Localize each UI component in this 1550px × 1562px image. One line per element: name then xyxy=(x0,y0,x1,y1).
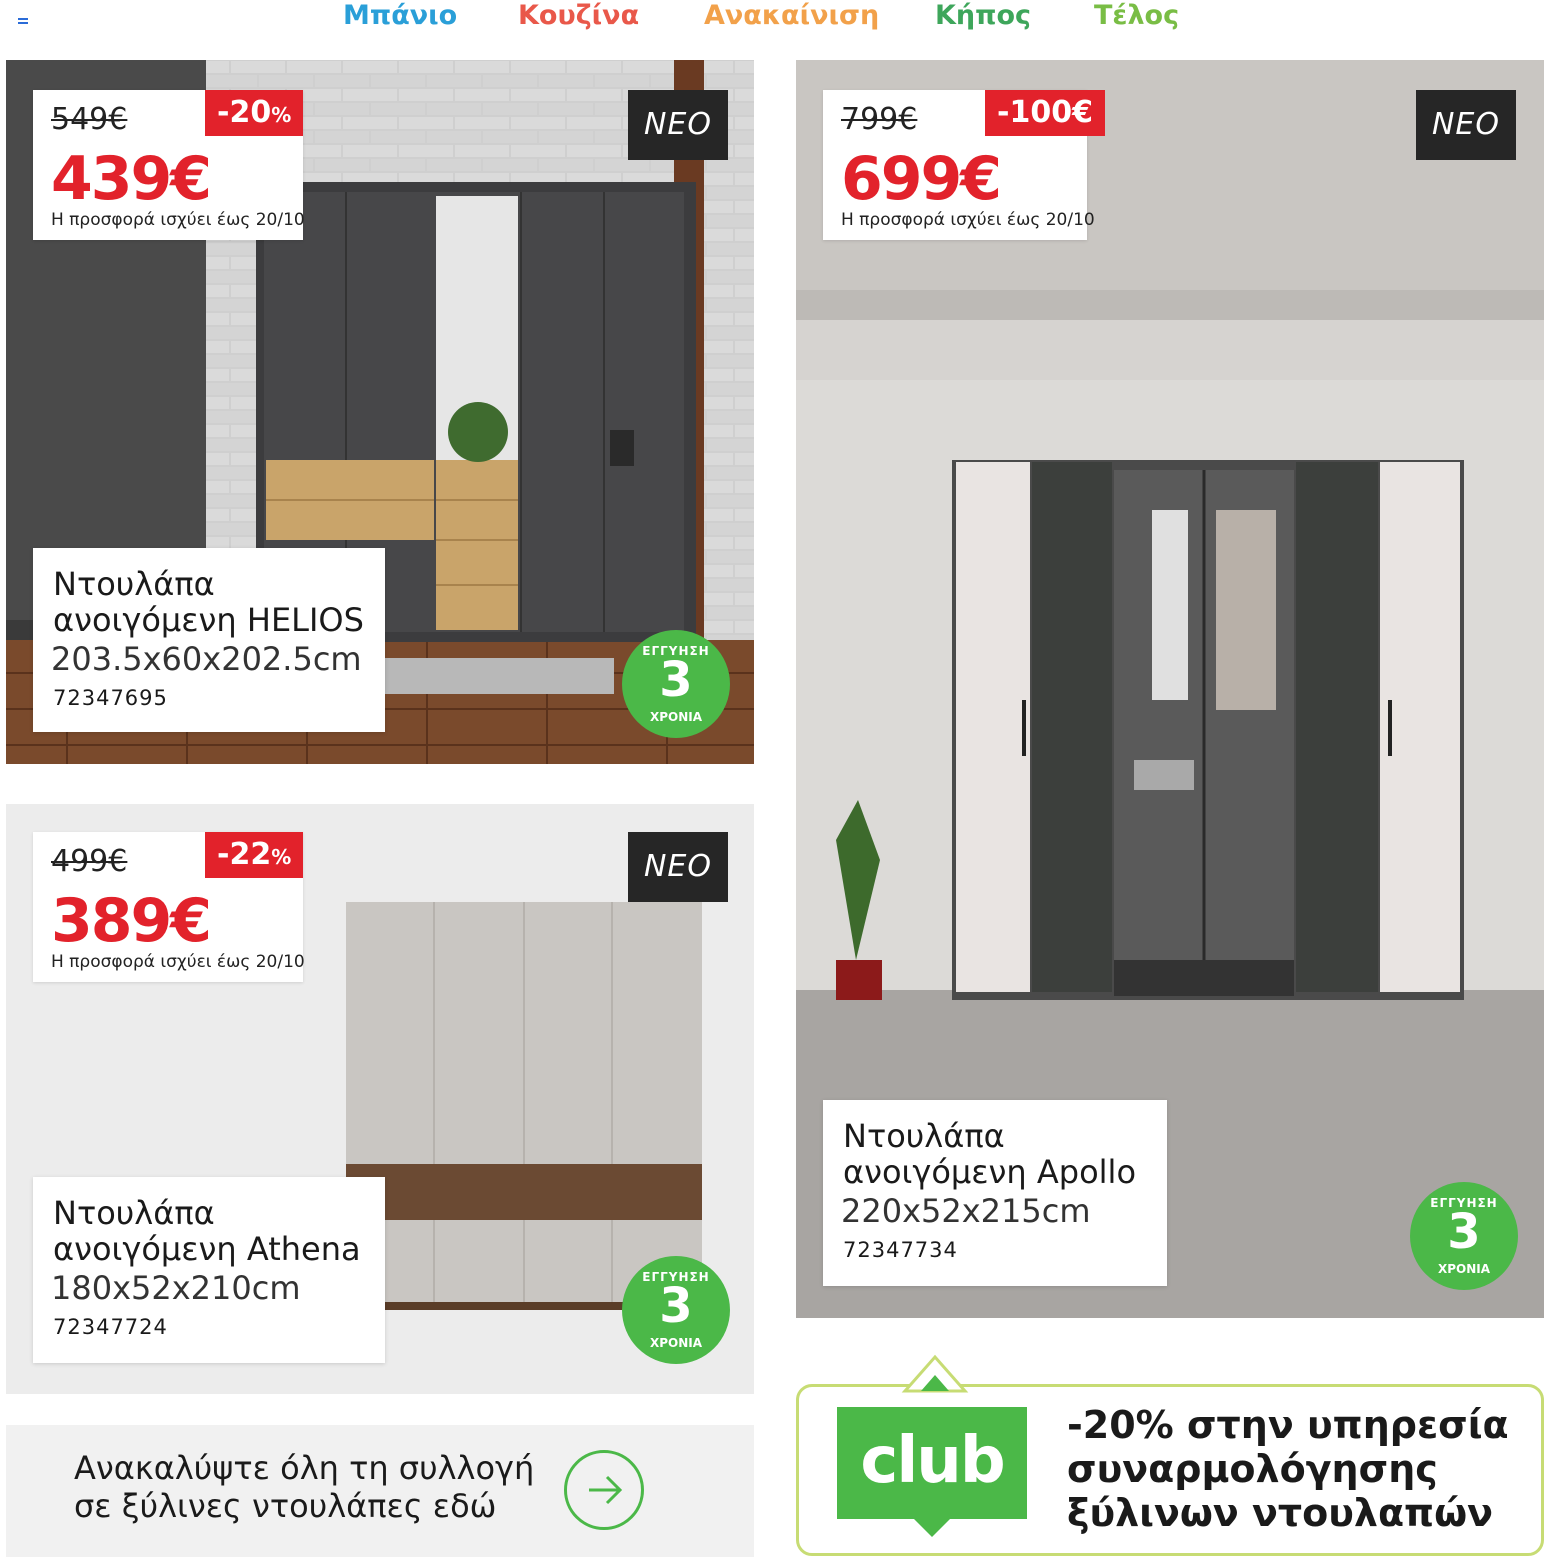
price-box xyxy=(33,90,303,240)
product-dimensions: 180x52x210cm xyxy=(51,1269,301,1307)
new-badge: ΝΕΟ xyxy=(628,90,728,160)
offer-validity: Η προσφορά ισχύει έως 20/10 xyxy=(841,210,1095,230)
offer-validity: Η προσφορά ισχύει έως 20/10 xyxy=(51,210,305,230)
product-dimensions: 203.5x60x202.5cm xyxy=(51,640,362,678)
nav-item-end[interactable]: Τέλος xyxy=(1094,0,1180,31)
product-code: 72347695 xyxy=(53,686,168,710)
discount-badge: -100€ xyxy=(985,90,1105,136)
nav-item-garden[interactable]: Κήπος xyxy=(935,0,1032,31)
collection-link[interactable] xyxy=(6,1425,754,1557)
warranty-badge: ΕΓΓΥΗΣΗ 3 ΧΡΟΝΙΑ xyxy=(622,1256,730,1364)
new-price: 389€ xyxy=(51,886,210,956)
product-card-apollo[interactable] xyxy=(796,60,1544,1318)
product-info xyxy=(823,1100,1167,1286)
price-box xyxy=(823,90,1095,240)
product-title: Ντουλάπα ανοιγόμενη HELIOS xyxy=(53,565,364,639)
product-code: 72347724 xyxy=(53,1315,168,1339)
arrow-right-icon[interactable] xyxy=(564,1450,644,1530)
new-badge: ΝΕΟ xyxy=(1416,90,1516,160)
new-price: 699€ xyxy=(841,144,1000,214)
product-title: Ντουλάπα ανοιγόμενη Athena xyxy=(53,1194,361,1268)
old-price: 549€ xyxy=(51,102,128,137)
club-promo-banner[interactable] xyxy=(796,1384,1544,1556)
club-promo-text: -20% στην υπηρεσία συναρμολόγησης ξύλινων ντουλαπών xyxy=(1067,1403,1509,1535)
top-navigation xyxy=(0,0,1550,40)
club-logo: club xyxy=(837,1407,1027,1519)
menu-icon[interactable] xyxy=(18,18,28,26)
warranty-badge: ΕΓΓΥΗΣΗ 3 ΧΡΟΝΙΑ xyxy=(622,630,730,738)
new-badge: ΝΕΟ xyxy=(628,832,728,902)
club-tab-decoration xyxy=(895,1353,975,1393)
discount-badge: -22% xyxy=(205,832,303,878)
old-price: 799€ xyxy=(841,102,918,137)
product-code: 72347734 xyxy=(843,1238,958,1262)
product-title: Ντουλάπα ανοιγόμενη Apollo xyxy=(843,1117,1137,1191)
collection-text: Ανακαλύψτε όλη τη συλλογή σε ξύλινες ντουλάπες εδώ xyxy=(74,1449,535,1525)
product-info xyxy=(33,1177,385,1363)
nav-item-renovation[interactable]: Ανακαίνιση xyxy=(704,0,880,31)
club-logo-arrow xyxy=(912,1517,952,1539)
old-price: 499€ xyxy=(51,844,128,879)
product-dimensions: 220x52x215cm xyxy=(841,1192,1091,1230)
nav-item-bathroom[interactable]: Μπάνιο xyxy=(343,0,458,31)
warranty-badge: ΕΓΓΥΗΣΗ 3 ΧΡΟΝΙΑ xyxy=(1410,1182,1518,1290)
discount-badge: -20% xyxy=(205,90,303,136)
new-price: 439€ xyxy=(51,144,210,214)
price-box xyxy=(33,832,303,982)
product-info xyxy=(33,548,385,732)
nav-item-kitchen[interactable]: Κουζίνα xyxy=(518,0,640,31)
product-card-athena[interactable] xyxy=(6,804,754,1394)
offer-validity: Η προσφορά ισχύει έως 20/10 xyxy=(51,952,305,972)
product-card-helios[interactable] xyxy=(6,60,754,764)
